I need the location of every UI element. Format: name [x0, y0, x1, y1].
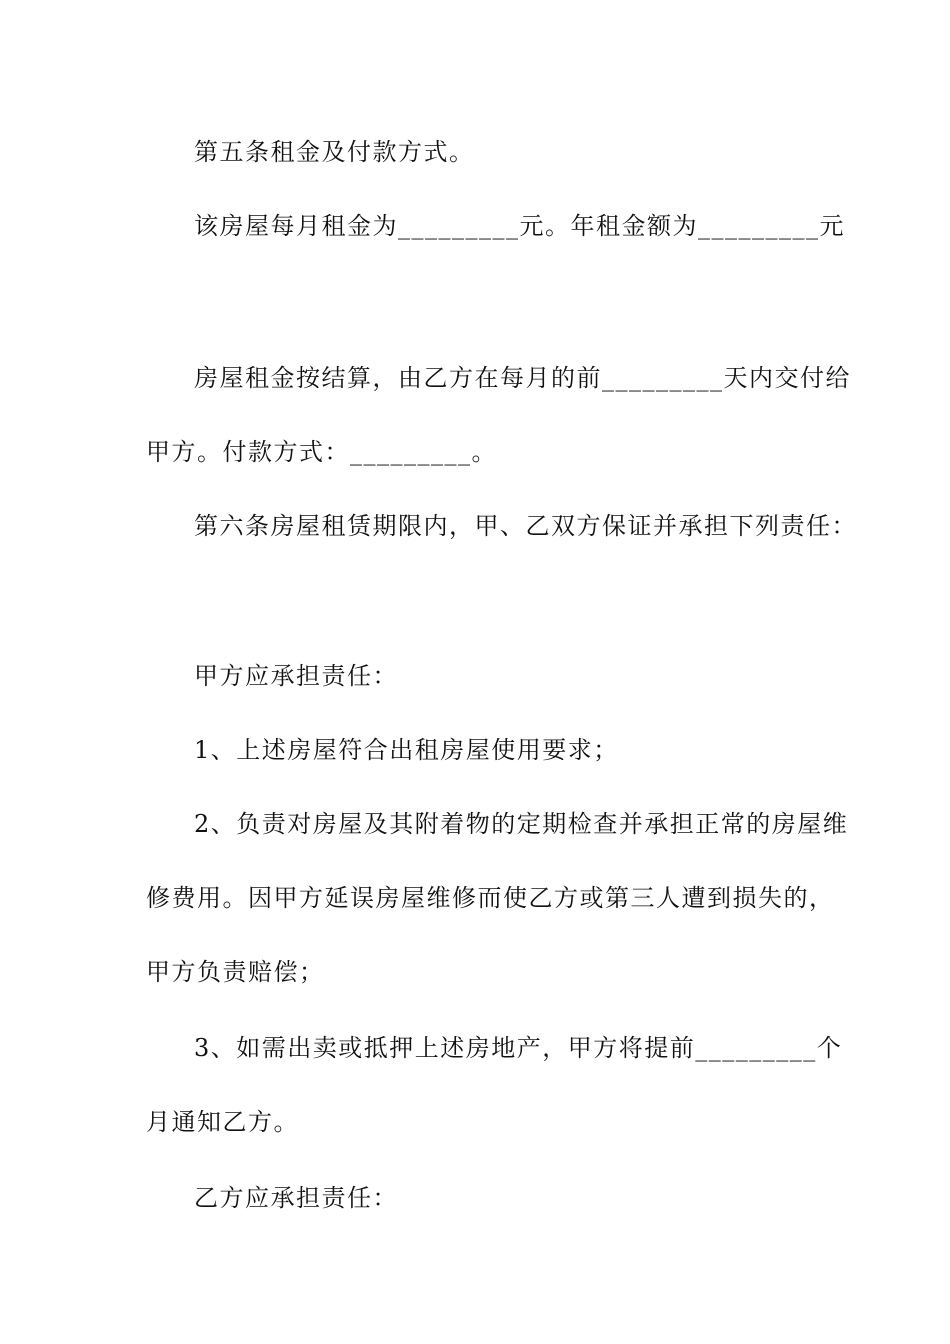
- rent-settlement-line: 房屋租金按结算，由乙方在每月的前_________天内交付给: [194, 364, 851, 392]
- party-a-duties-heading: 甲方应承担责任：: [194, 662, 398, 690]
- party-b-duties-heading: 乙方应承担责任：: [194, 1184, 398, 1212]
- monthly-rent-line: 该房屋每月租金为_________元。年租金额为_________元: [194, 212, 845, 240]
- party-a-duty-2-line-3: 甲方负责赔偿；: [146, 958, 325, 986]
- party-a-duty-2-line-2: 修费用。因甲方延误房屋维修而使乙方或第三人遭到损失的，: [146, 884, 835, 912]
- party-a-duty-3-line-1: 3、如需出卖或抵押上述房地产，甲方将提前_________个: [194, 1034, 843, 1062]
- article-6-heading: 第六条房屋租赁期限内，甲、乙双方保证并承担下列责任：: [194, 512, 857, 540]
- payment-method-line: 甲方。付款方式：_________。: [146, 438, 497, 466]
- party-a-duty-3-line-2: 月通知乙方。: [146, 1108, 299, 1136]
- party-a-duty-2-line-1: 2、负责对房屋及其附着物的定期检查并承担正常的房屋维: [194, 810, 849, 838]
- article-5-heading: 第五条租金及付款方式。: [194, 138, 475, 166]
- party-a-duty-1: 1、上述房屋符合出租房屋使用要求；: [194, 736, 619, 764]
